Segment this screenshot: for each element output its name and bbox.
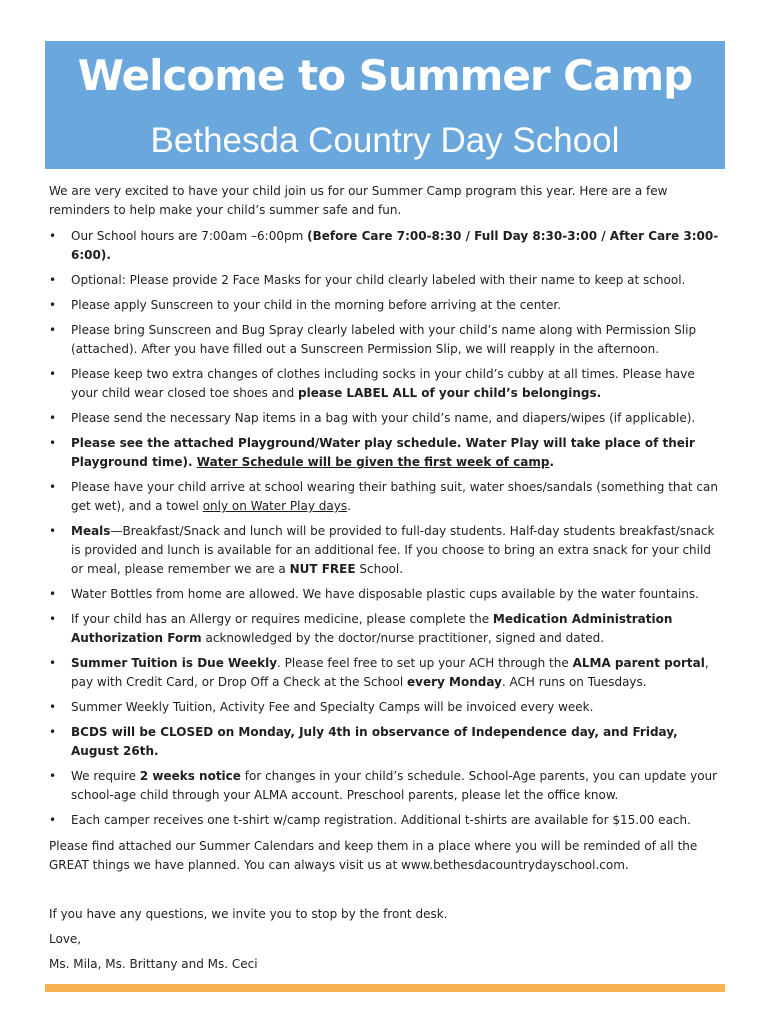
text: We require [71, 769, 140, 783]
bullet-icon: • [49, 229, 57, 243]
text: Please have your child arrive at school wearing their bathing suit, water shoes/sandals (something that can get wet), and a towel [71, 480, 718, 513]
bullet-icon: • [49, 612, 57, 626]
text: Please send the necessary Nap items in a bag with your child’s name, and diapers/wipes (if applicable). [71, 411, 696, 425]
text: —Breakfast/Snack and lunch will be provided to full-day students. Half-day students breakfast/snack is provided and lunch is available for an additional fee. If you choose to bring an extra snack for your child or meal, please remember we are a [71, 524, 715, 576]
text-bold: BCDS will be CLOSED on Monday, July 4th in observance of Independence day, and Friday, August 26th. [71, 725, 678, 758]
closing-salutation: Love, [49, 932, 82, 946]
text: Our School hours are 7:00am –6:00pm [71, 229, 308, 243]
bullet-icon: • [49, 769, 57, 783]
text-bold: NUT FREE [289, 562, 356, 576]
calendars-paragraph: Please find attached our Summer Calendars and keep them in a place where you will be reminded of all the GREAT things we have planned. You can always visit us at www.bethesdacountrydayschool.com. [49, 839, 698, 872]
text: Please apply Sunscreen to your child in the morning before arriving at the center. [71, 298, 562, 312]
bullet-icon: • [49, 700, 57, 714]
list-item-invoice [49, 698, 725, 717]
reminder-list [49, 227, 725, 830]
bullet-icon: • [49, 725, 57, 739]
text: . [347, 499, 351, 513]
signature: Ms. Mila, Ms. Brittany and Ms. Ceci [49, 957, 258, 971]
text-bold: every Monday [407, 675, 502, 689]
bullet-icon: • [49, 323, 57, 337]
text-bold: ALMA parent portal [572, 656, 705, 670]
bullet-icon: • [49, 298, 57, 312]
text-bold: Meals [71, 524, 111, 538]
list-item-clothes [49, 365, 725, 403]
bullet-icon: • [49, 480, 57, 494]
list-item-tshirt [49, 811, 725, 830]
text: School. [355, 562, 404, 576]
text-bold: Summer Tuition is Due Weekly [71, 656, 278, 670]
bullet-icon: • [49, 411, 57, 425]
text: Optional: Please provide 2 Face Masks for your child clearly labeled with their name to keep at school. [71, 273, 686, 287]
list-item-bathing-suit [49, 478, 725, 516]
list-item-notice [49, 767, 725, 805]
bullet-icon: • [49, 813, 57, 827]
list-item-meals [49, 522, 725, 579]
text-bold: (Before Care 7:00-8:30 / Full Day 8:30-3:00 / After Care 3:00-6:00). [71, 229, 719, 262]
text-bold: Medication Administration Authorization Form [71, 612, 673, 645]
text-bold: . [549, 455, 555, 469]
bullet-icon: • [49, 273, 57, 287]
bullet-icon: • [49, 436, 57, 450]
bullet-icon: • [49, 587, 57, 601]
text: acknowledged by the doctor/nurse practitioner, signed and dated. [201, 631, 605, 645]
text-bold: Please see the attached Playground/Water play schedule. Water Play will take place of their Playground time). [71, 436, 695, 469]
bullet-icon: • [49, 367, 57, 381]
questions-paragraph: If you have any questions, we invite you to stop by the front desk. [49, 907, 448, 921]
text: Each camper receives one t-shirt w/camp registration. Additional t-shirts are available for $15.00 each. [71, 813, 691, 827]
spacer [49, 875, 725, 905]
text: Please bring Sunscreen and Bug Spray clearly labeled with your child’s name along with Permission Slip (attached). After you have filled out a Sunscreen Permission Slip, we will reapply in the afternoon. [71, 323, 697, 356]
list-item-masks [49, 271, 725, 290]
list-item-nap [49, 409, 725, 428]
list-item-sunscreen-bug-spray [49, 321, 725, 359]
text-bold: 2 weeks notice [139, 769, 241, 783]
bullet-icon: • [49, 524, 57, 538]
text: Water Bottles from home are allowed. We have disposable plastic cups available by the water fountains. [71, 587, 699, 601]
list-item-closed [49, 723, 725, 761]
text: Please keep two extra changes of clothes including socks in your child’s cubby at all times. Please have your child wear closed toe shoes and [71, 367, 695, 400]
page-title: Welcome to Summer Camp [77, 51, 693, 100]
text: for changes in your child’s schedule. School-Age parents, you can update your school-age child through your ALMA account. Preschool parents, please let the office know. [71, 769, 718, 802]
text: , pay with Credit Card, or Drop Off a Check at the School [71, 656, 709, 689]
intro-paragraph: We are very excited to have your child join us for our Summer Camp program this year. Here are a few reminders to help make your child’s summer safe and fun. [49, 184, 668, 217]
list-item-allergy [49, 610, 725, 648]
list-item-tuition [49, 654, 725, 692]
footer-accent-bar [45, 984, 725, 992]
text-bold-underlined: Water Schedule will be given the first week of camp [196, 455, 550, 469]
text-underlined: only on Water Play days [202, 499, 348, 513]
bullet-icon: • [49, 656, 57, 670]
text: Summer Weekly Tuition, Activity Fee and Specialty Camps will be invoiced every week. [71, 700, 594, 714]
list-item-playground [49, 434, 725, 472]
text-bold: please LABEL ALL of your child’s belongings. [298, 386, 602, 400]
text: . Please feel free to set up your ACH through the [277, 656, 573, 670]
text: . ACH runs on Tuesdays. [501, 675, 647, 689]
list-item-sunscreen-morning [49, 296, 725, 315]
text: If your child has an Allergy or requires medicine, please complete the [71, 612, 493, 626]
list-item-hours [49, 227, 725, 265]
school-name: Bethesda Country Day School [150, 121, 620, 160]
header-banner [45, 41, 725, 169]
letter-body [49, 182, 725, 974]
list-item-water-bottles [49, 585, 725, 604]
